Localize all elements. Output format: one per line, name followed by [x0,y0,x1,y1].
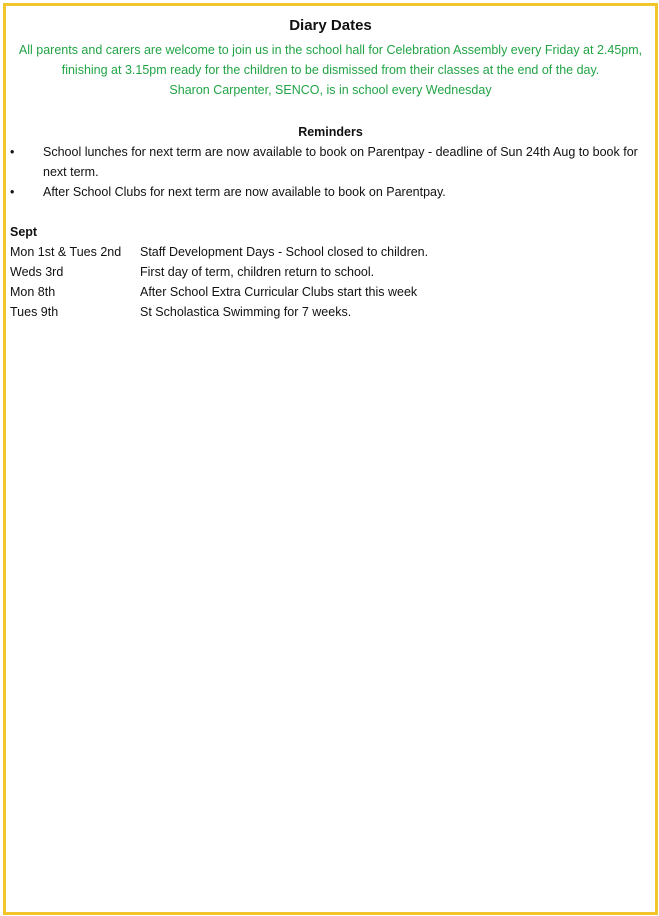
bullet-icon: • [10,145,15,159]
intro-line: finishing at 3.15pm ready for the children to be dismissed from their classes at the end of the day. [61,63,600,77]
date-label: Mon 1st & Tues 2nd [10,245,122,259]
date-row [10,242,428,262]
reminder-text: School lunches for next term are now available to book on Parentpay - deadline of Sun 24th Aug to book for next term. [43,145,638,179]
month-heading: Sept [10,225,38,239]
event-text: First day of term, children return to school. [140,265,375,279]
intro-line: All parents and carers are welcome to join us in the school hall for Celebration Assembly every Friday at 2.45pm, [18,43,643,57]
diary-dates-panel [3,3,658,915]
list-item [10,182,650,202]
date-label: Weds 3rd [10,265,64,279]
event-text: Staff Development Days - School closed to children. [140,245,429,259]
intro-notice [6,40,655,100]
reminders-heading: Reminders [298,125,363,139]
bullet-icon: • [10,185,15,199]
page-title: Diary Dates [289,17,372,34]
event-text: St Scholastica Swimming for 7 weeks. [140,305,352,319]
date-label: Tues 9th [10,305,59,319]
date-row [10,262,428,282]
date-row [10,302,428,322]
date-row [10,282,428,302]
date-list [10,242,428,322]
list-item [10,142,650,182]
event-text: After School Extra Curricular Clubs start this week [140,285,418,299]
reminder-text: After School Clubs for next term are now available to book on Parentpay. [43,185,446,199]
reminders-list [10,142,650,202]
intro-line: Sharon Carpenter, SENCO, is in school every Wednesday [169,83,492,97]
date-label: Mon 8th [10,285,56,299]
